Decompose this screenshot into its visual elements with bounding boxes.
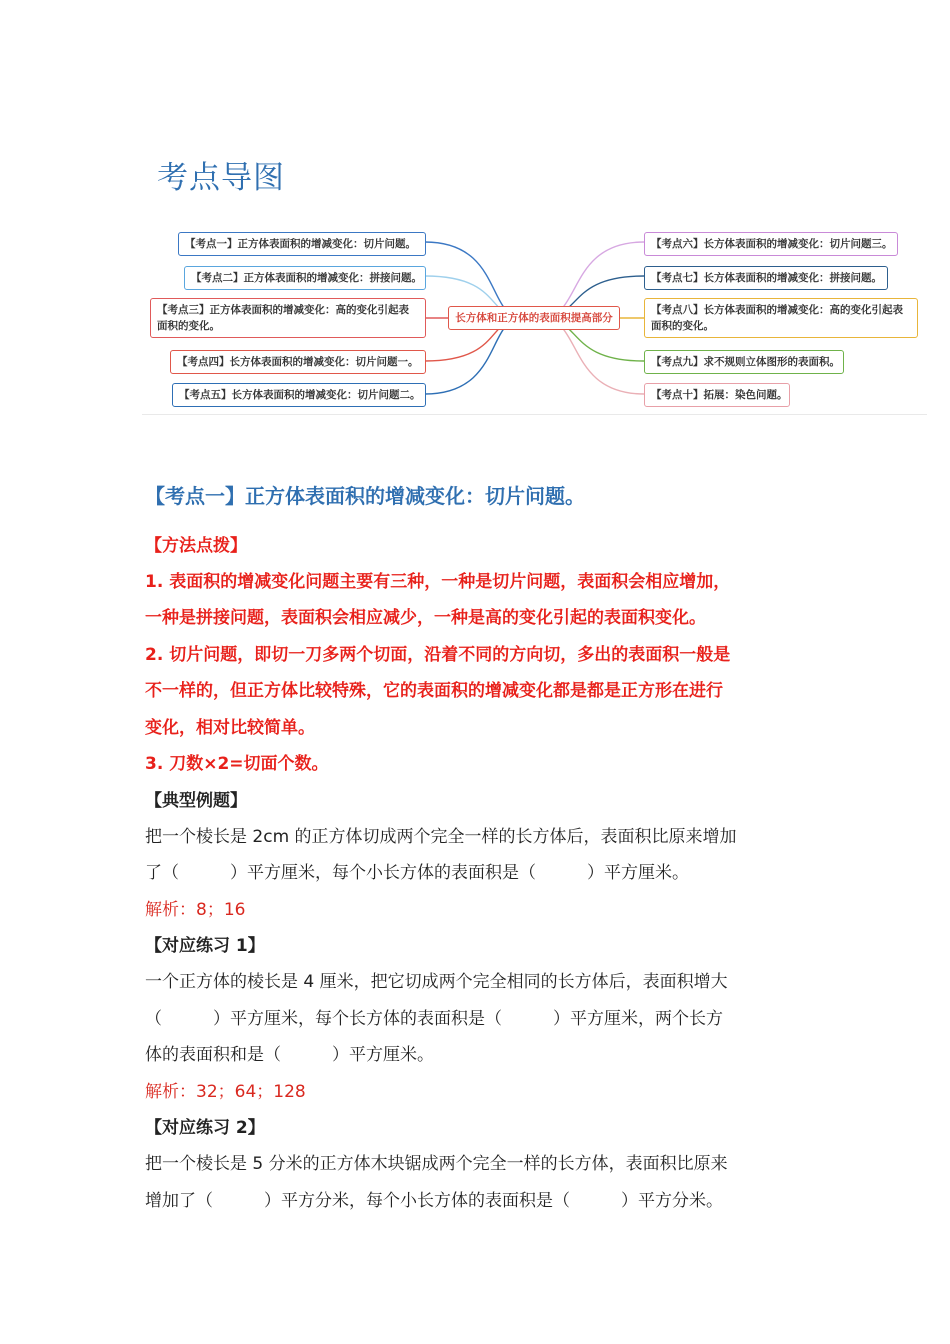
example-answer: 解析：8；16 xyxy=(145,900,246,920)
practice2-line: 把一个棱长是 5 分米的正方体木块锯成两个完全一样的长方体，表面积比原来 xyxy=(145,1154,728,1174)
mind-map-node: 【考点十】拓展：染色问题。 xyxy=(644,383,790,407)
mind-map-node: 【考点一】正方体表面积的增减变化：切片问题。 xyxy=(178,232,426,256)
practice1-line: 一个正方体的棱长是 4 厘米，把它切成两个完全相同的长方体后，表面积增大 xyxy=(145,972,728,992)
mind-map-node: 【考点三】正方体表面积的增减变化：高的变化引起表面积的变化。 xyxy=(150,298,426,338)
method-line: 1. 表面积的增减变化问题主要有三种，一种是切片问题，表面积会相应增加， xyxy=(145,572,731,592)
practice1-line: 体的表面积和是（ ）平方厘米。 xyxy=(145,1045,434,1065)
method-line: 3. 刀数×2=切面个数。 xyxy=(145,754,329,774)
mind-map-node: 【考点七】长方体表面积的增减变化：拼接问题。 xyxy=(644,266,888,290)
mind-map-node: 【考点二】正方体表面积的增减变化：拼接问题。 xyxy=(184,266,426,290)
practice1-answer: 解析：32；64；128 xyxy=(145,1082,306,1102)
example-heading: 【典型例题】 xyxy=(145,791,247,811)
practice2-heading: 【对应练习 2】 xyxy=(145,1118,265,1138)
mind-map-node: 【考点九】求不规则立体图形的表面积。 xyxy=(644,350,844,374)
mind-map-node: 【考点四】长方体表面积的增减变化：切片问题一。 xyxy=(170,350,426,374)
mind-map-center: 长方体和正方体的表面积提高部分 xyxy=(448,306,620,330)
mind-map-node: 【考点八】长方体表面积的增减变化：高的变化引起表面积的变化。 xyxy=(644,298,918,338)
method-heading: 【方法点拨】 xyxy=(145,536,247,556)
page-title: 考点导图 xyxy=(157,160,285,196)
practice1-line: （ ）平方厘米，每个长方体的表面积是（ ）平方厘米，两个长方 xyxy=(145,1009,723,1029)
practice1-heading: 【对应练习 1】 xyxy=(145,936,265,956)
mind-map-node: 【考点五】长方体表面积的增减变化：切片问题二。 xyxy=(172,383,426,407)
practice2-line: 增加了（ ）平方分米，每个小长方体的表面积是（ ）平方分米。 xyxy=(145,1191,723,1211)
method-line: 一种是拼接问题，表面积会相应减少，一种是高的变化引起的表面积变化。 xyxy=(145,608,706,628)
mind-map xyxy=(142,220,927,415)
method-line: 变化，相对比较简单。 xyxy=(145,718,315,738)
section-title: 【考点一】正方体表面积的增减变化：切片问题。 xyxy=(145,484,585,508)
method-line: 2. 切片问题，即切一刀多两个切面，沿着不同的方向切，多出的表面积一般是 xyxy=(145,645,731,665)
example-line: 把一个棱长是 2cm 的正方体切成两个完全一样的长方体后，表面积比原来增加 xyxy=(145,827,737,847)
mind-map-node: 【考点六】长方体表面积的增减变化：切片问题三。 xyxy=(644,232,898,256)
example-line: 了（ ）平方厘米，每个小长方体的表面积是（ ）平方厘米。 xyxy=(145,863,689,883)
method-line: 不一样的，但正方体比较特殊，它的表面积的增减变化都是都是正方形在进行 xyxy=(145,681,723,701)
